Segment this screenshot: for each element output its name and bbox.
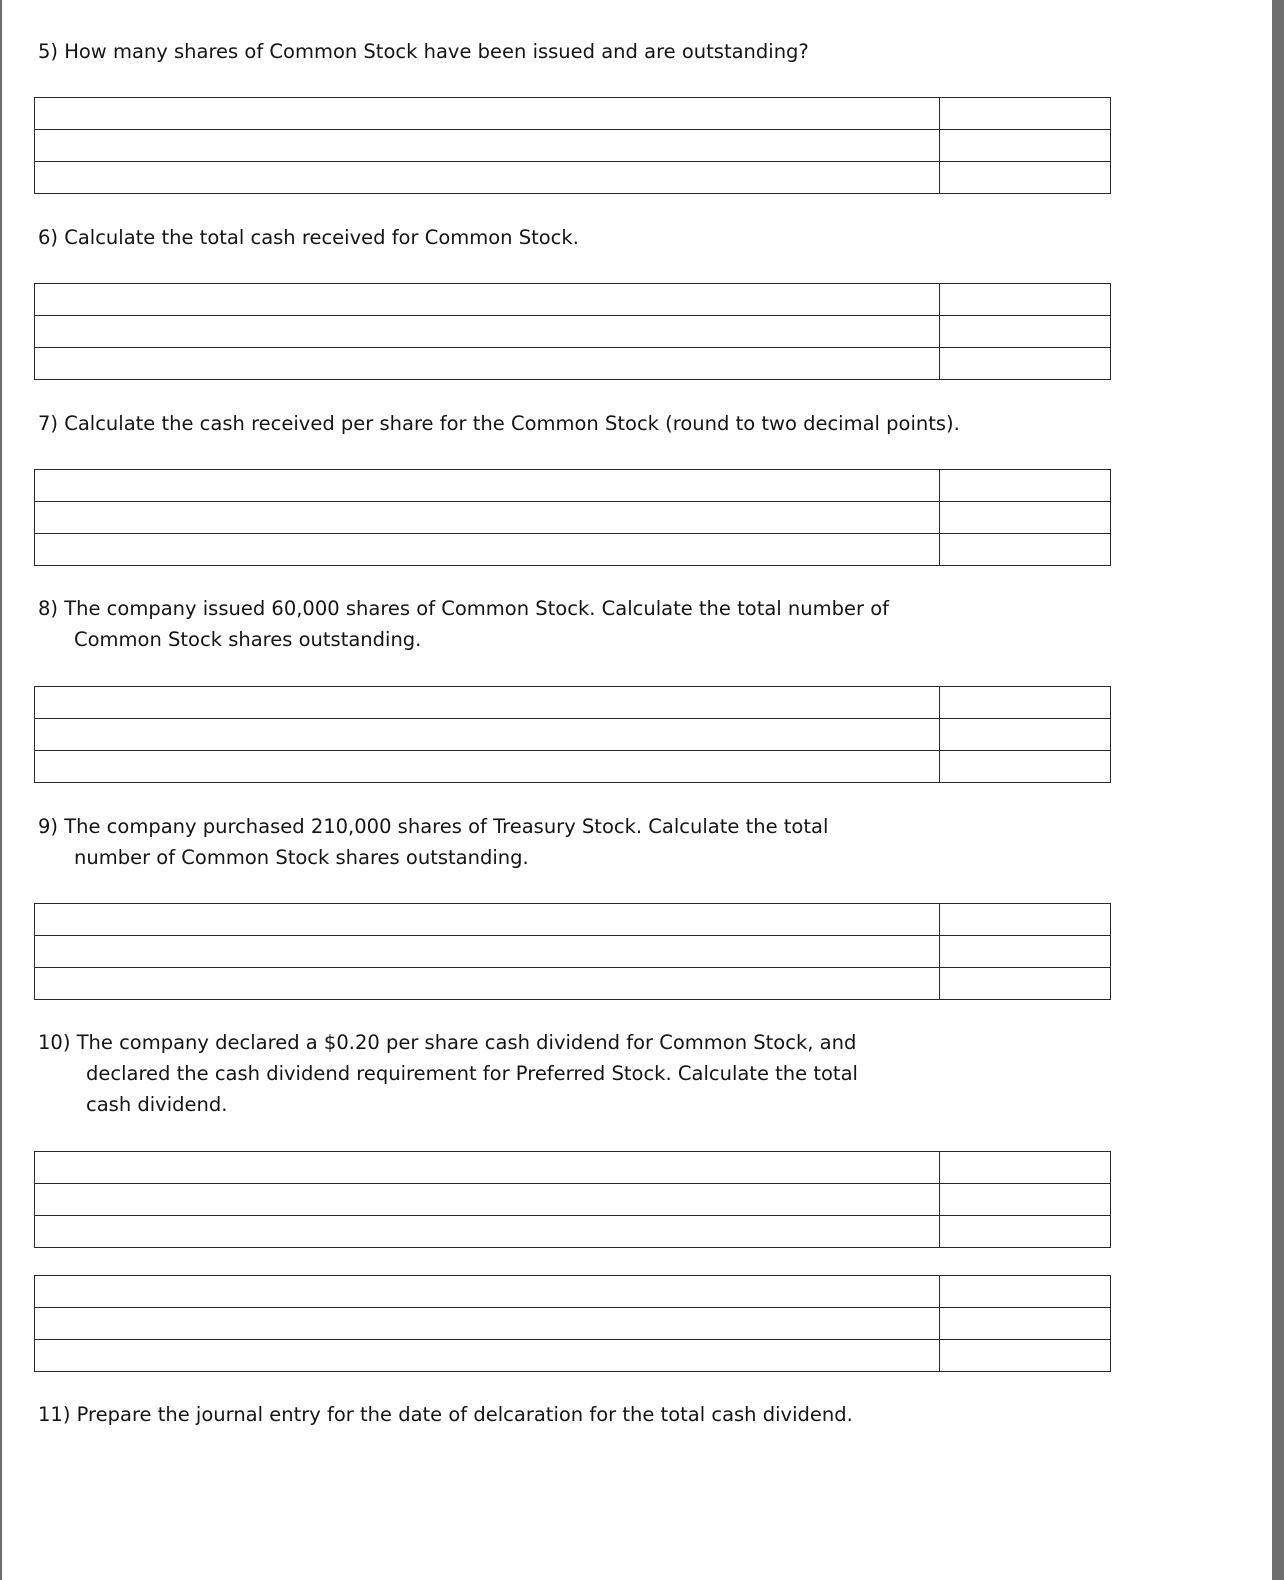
answer-row — [35, 130, 1111, 162]
question-9-line-2: number of Common Stock shares outstanding. — [74, 846, 529, 869]
answer-cell-amount[interactable] — [939, 162, 1110, 194]
question-6 — [38, 222, 579, 253]
answer-cell-amount[interactable] — [939, 284, 1110, 316]
answer-row — [35, 534, 1111, 566]
answer-cell-amount[interactable] — [939, 687, 1110, 719]
answer-cell-description[interactable] — [35, 1152, 940, 1184]
answer-row — [35, 1152, 1111, 1184]
answer-cell-amount[interactable] — [939, 502, 1110, 534]
question-11 — [38, 1399, 853, 1430]
question-5 — [38, 36, 809, 67]
answer-grid-q10-a — [34, 1151, 1111, 1248]
answer-cell-amount[interactable] — [939, 348, 1110, 380]
answer-row — [35, 316, 1111, 348]
question-8 — [38, 593, 889, 655]
answer-cell-amount[interactable] — [939, 130, 1110, 162]
question-5-line-1: 5) How many shares of Common Stock have been issued and are outstanding? — [38, 40, 809, 63]
answer-cell-description[interactable] — [35, 162, 940, 194]
answer-cell-amount[interactable] — [939, 534, 1110, 566]
answer-cell-amount[interactable] — [939, 936, 1110, 968]
answer-row — [35, 1308, 1111, 1340]
answer-cell-amount[interactable] — [939, 751, 1110, 783]
worksheet-page — [2, 0, 1272, 1580]
answer-cell-description[interactable] — [35, 1308, 940, 1340]
question-9 — [38, 811, 828, 873]
answer-grid-q6 — [34, 283, 1111, 380]
answer-cell-description[interactable] — [35, 130, 940, 162]
answer-grid-q8 — [34, 686, 1111, 783]
answer-cell-description[interactable] — [35, 751, 940, 783]
answer-cell-description[interactable] — [35, 719, 940, 751]
answer-cell-amount[interactable] — [939, 1184, 1110, 1216]
answer-cell-description[interactable] — [35, 470, 940, 502]
answer-row — [35, 470, 1111, 502]
question-11-line-1: 11) Prepare the journal entry for the date of delcaration for the total cash dividend. — [38, 1403, 853, 1426]
answer-grid-q9 — [34, 903, 1111, 1000]
answer-row — [35, 162, 1111, 194]
answer-cell-amount[interactable] — [939, 1340, 1110, 1372]
answer-cell-description[interactable] — [35, 1216, 940, 1248]
answer-grid-q5 — [34, 97, 1111, 194]
question-6-line-1: 6) Calculate the total cash received for Common Stock. — [38, 226, 579, 249]
question-10-line-2: declared the cash dividend requirement for Preferred Stock. Calculate the total — [86, 1062, 858, 1085]
answer-grid-q7 — [34, 469, 1111, 566]
answer-cell-description[interactable] — [35, 1340, 940, 1372]
answer-cell-description[interactable] — [35, 98, 940, 130]
answer-row — [35, 1184, 1111, 1216]
answer-cell-amount[interactable] — [939, 1276, 1110, 1308]
answer-cell-amount[interactable] — [939, 904, 1110, 936]
answer-cell-description[interactable] — [35, 348, 940, 380]
answer-row — [35, 968, 1111, 1000]
question-10 — [38, 1027, 858, 1120]
answer-cell-description[interactable] — [35, 968, 940, 1000]
answer-cell-description[interactable] — [35, 1184, 940, 1216]
answer-row — [35, 98, 1111, 130]
answer-row — [35, 284, 1111, 316]
answer-cell-amount[interactable] — [939, 470, 1110, 502]
answer-row — [35, 719, 1111, 751]
answer-row — [35, 936, 1111, 968]
answer-row — [35, 904, 1111, 936]
answer-cell-description[interactable] — [35, 284, 940, 316]
question-10-line-1: 10) The company declared a $0.20 per share cash dividend for Common Stock, and — [38, 1031, 857, 1054]
question-8-line-1: 8) The company issued 60,000 shares of Common Stock. Calculate the total number of — [38, 597, 890, 620]
answer-row — [35, 751, 1111, 783]
answer-row — [35, 1216, 1111, 1248]
answer-row — [35, 1340, 1111, 1372]
answer-cell-amount[interactable] — [939, 98, 1110, 130]
answer-cell-description[interactable] — [35, 316, 940, 348]
question-10-line-3: cash dividend. — [86, 1093, 228, 1116]
answer-row — [35, 1276, 1111, 1308]
question-7 — [38, 408, 960, 439]
answer-row — [35, 502, 1111, 534]
question-7-line-1: 7) Calculate the cash received per share for the Common Stock (round to two decimal points). — [38, 412, 960, 435]
answer-cell-amount[interactable] — [939, 1216, 1110, 1248]
answer-cell-description[interactable] — [35, 534, 940, 566]
answer-cell-amount[interactable] — [939, 1152, 1110, 1184]
question-8-line-2: Common Stock shares outstanding. — [74, 628, 422, 651]
answer-cell-amount[interactable] — [939, 968, 1110, 1000]
answer-cell-description[interactable] — [35, 1276, 940, 1308]
answer-cell-description[interactable] — [35, 502, 940, 534]
answer-cell-amount[interactable] — [939, 719, 1110, 751]
answer-grid-q10-b — [34, 1275, 1111, 1372]
answer-cell-description[interactable] — [35, 904, 940, 936]
answer-row — [35, 687, 1111, 719]
answer-cell-description[interactable] — [35, 936, 940, 968]
answer-cell-amount[interactable] — [939, 316, 1110, 348]
question-9-line-1: 9) The company purchased 210,000 shares of Treasury Stock. Calculate the total — [38, 815, 829, 838]
answer-row — [35, 348, 1111, 380]
answer-cell-amount[interactable] — [939, 1308, 1110, 1340]
answer-cell-description[interactable] — [35, 687, 940, 719]
